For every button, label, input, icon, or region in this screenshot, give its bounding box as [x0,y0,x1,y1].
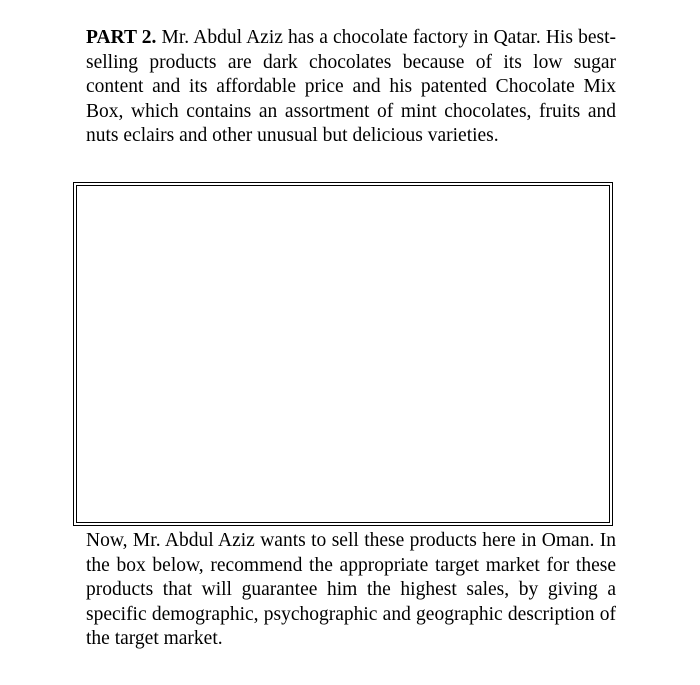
question-paragraph: Now, Mr. Abdul Aziz wants to sell these products here in Oman. In the box below, recommend the appropriate target market for these products that will guarantee him the highest sales, by giving a specific demographic, psychographic and geographic description of the target market. [86,530,616,649]
answer-box[interactable] [76,185,610,523]
part-label: PART 2. [86,27,157,48]
intro-text: Mr. Abdul Aziz has a chocolate factory in Qatar. His best-selling products are dark chocolates because of its low sugar content and its affordable price and his patented Chocolate Mix Box, which contains an assortment of mint chocolates, fruits and nuts eclairs and other unusual but delicious varieties. [86,27,616,146]
intro-paragraph [86,26,616,149]
